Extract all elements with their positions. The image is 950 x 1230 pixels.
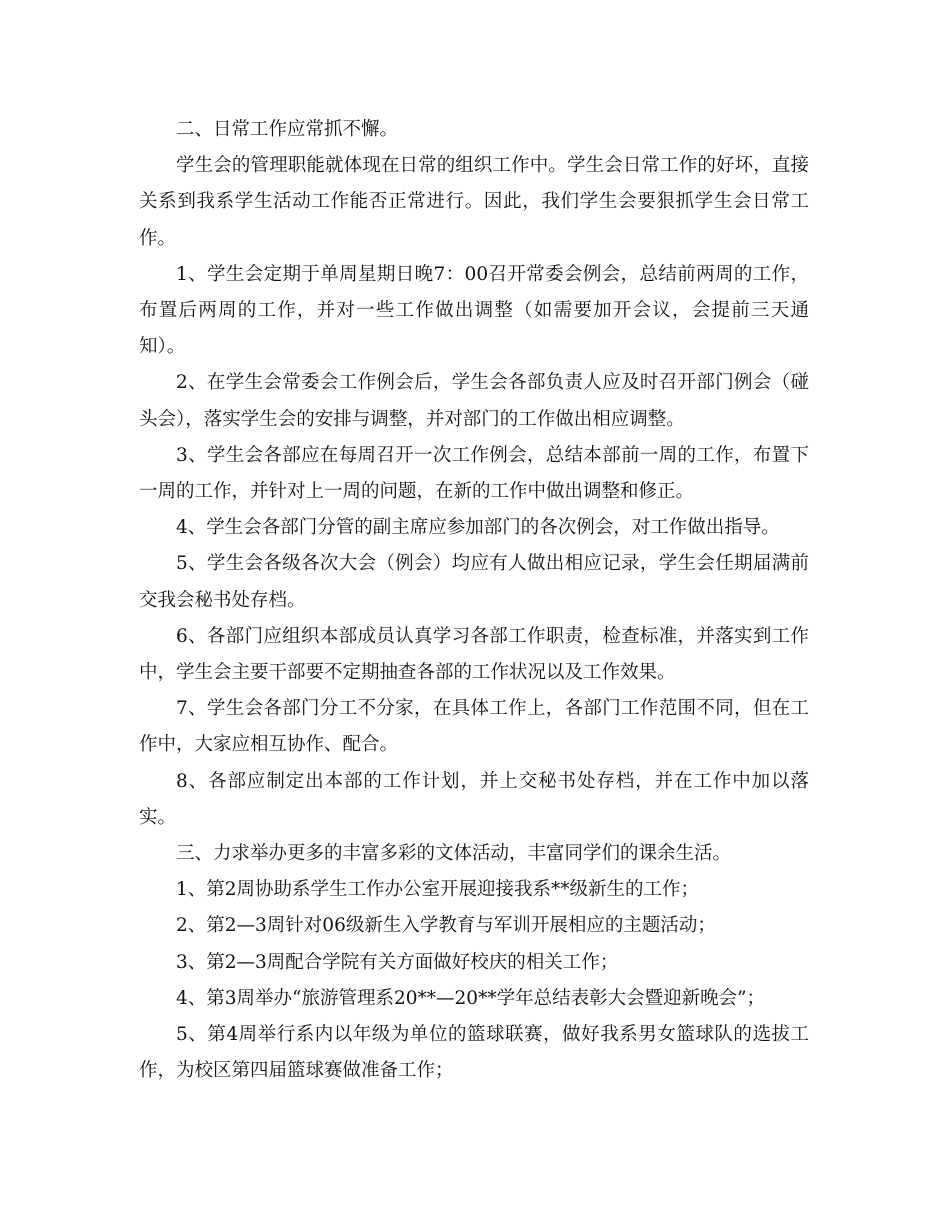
list-item-8: 8、各部应制定出本部的工作计划，并上交秘书处存档，并在工作中加以落实。 (139, 770, 809, 828)
activity-item-3: 3、第2—3周配合学院有关方面做好校庆的相关工作； (176, 951, 619, 973)
activity-item-1: 1、第2周协助系学生工作办公室开展迎接我系**级新生的工作； (176, 879, 700, 901)
list-item-1: 1、学生会定期于单周星期日晚7：00召开常委会例会，总结前两周的工作，布置后两周的工作，并对一些工作做出调整（如需要加开会议，会提前三天通知）。 (139, 263, 809, 358)
list-item-6: 6、各部门应组织本部成员认真学习各部工作职责，检查标准，并落实到工作中，学生会主要干部要不定期抽查各部的工作状况以及工作效果。 (139, 625, 809, 684)
activity-item-2: 2、第2—3周针对06级新生入学教育与军训开展相应的主题活动； (176, 915, 716, 937)
activity-item-5: 5、第4周举行系内以年级为单位的篮球联赛，做好我系男女篮球队的选拔工作，为校区第四届篮球赛做准备工作； (139, 1024, 809, 1082)
section-heading-daily-work: 二、日常工作应常抓不懈。 (176, 119, 399, 140)
list-item-7: 7、学生会各部门分工不分家，在具体工作上，各部门工作范围不同，但在工作中，大家应相互协作、配合。 (139, 698, 809, 756)
document-body (139, 112, 809, 1089)
paragraph-intro: 学生会的管理职能就体现在日常的组织工作中。学生会日常工作的好坏，直接关系到我系学生活动工作能否正常进行。因此，我们学生会要狠抓学生会日常工作。 (139, 155, 809, 249)
activity-item-4: 4、第3周举办“旅游管理系20**—20**学年总结表彰大会暨迎新晚会”； (176, 987, 766, 1009)
list-item-4: 4、学生会各部门分管的副主席应参加部门的各次例会，对工作做出指导。 (176, 517, 780, 539)
list-item-2: 2、在学生会常委会工作例会后，学生会各部负责人应及时召开部门例会（碰头会），落实学生会的安排与调整，并对部门的工作做出相应调整。 (139, 372, 809, 430)
list-item-5: 5、学生会各级各次大会（例会）均应有人做出相应记录，学生会任期届满前交我会秘书处存档。 (139, 553, 809, 611)
section-heading-activities: 三、力求举办更多的丰富多彩的文体活动，丰富同学们的课余生活。 (176, 843, 732, 865)
list-item-3: 3、学生会各部应在每周召开一次工作例会，总结本部前一周的工作，布置下一周的工作，并针对上一周的问题，在新的工作中做出调整和修正。 (139, 444, 809, 503)
